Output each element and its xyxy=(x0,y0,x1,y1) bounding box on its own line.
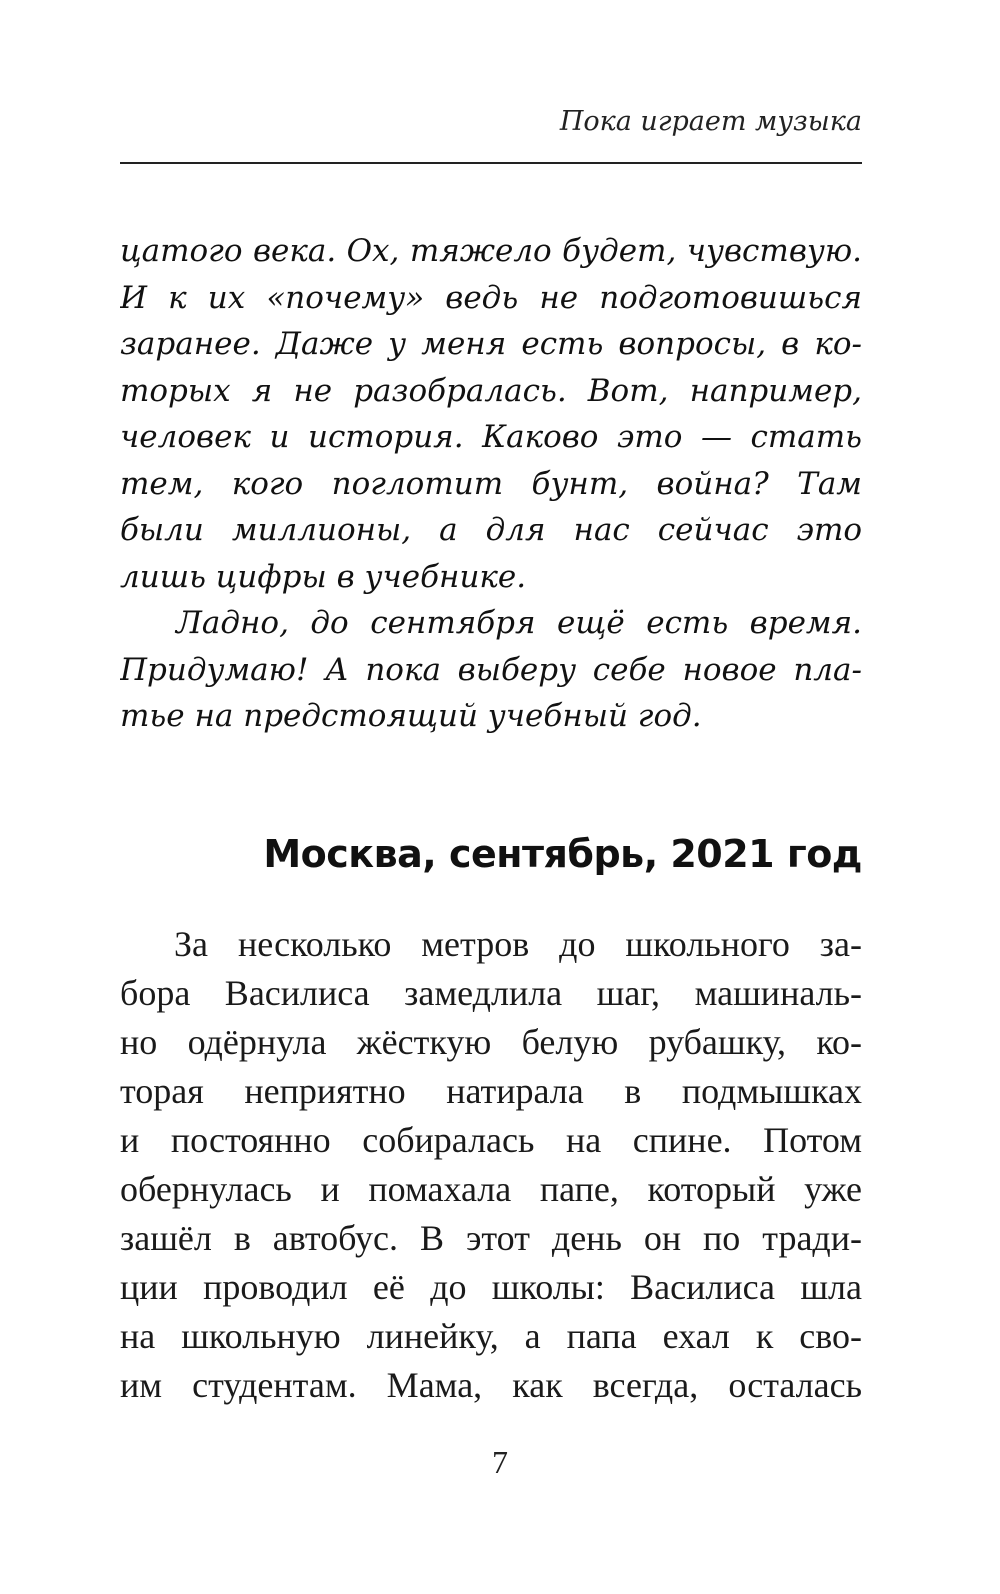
text-line: торая неприятно натирала в подмышках xyxy=(120,1071,862,1111)
text-line: зашёл в автобус. В этот день он по тради- xyxy=(120,1218,862,1258)
body-passage xyxy=(120,920,862,1410)
text-line: бора Василиса замедлила шаг, машиналь- xyxy=(120,973,862,1013)
text-line: им студентам. Мама, как всегда, осталась xyxy=(120,1365,862,1405)
text-line: Придумаю! А пока выберу себе новое пла- xyxy=(120,651,862,688)
italic-passage xyxy=(120,228,862,740)
text-line: ции проводил её до школы: Василиса шла xyxy=(120,1267,862,1307)
text-line: И к их «почему» ведь не подготовишься xyxy=(120,279,862,316)
text-line: тем, кого поглотит бунт, война? Там xyxy=(120,465,862,502)
text-line: Ладно, до сентября ещё есть время. xyxy=(176,605,862,641)
text-line: заранее. Даже у меня есть вопросы, в ко- xyxy=(120,326,862,362)
page-number: 7 xyxy=(492,1444,508,1480)
text-line: но одёрнула жёсткую белую рубашку, ко- xyxy=(120,1022,862,1062)
text-line: были миллионы, а для нас сейчас это xyxy=(120,512,862,548)
section-heading: Москва, сентябрь, 2021 год xyxy=(263,832,862,876)
text-line: и постоянно собиралась на спине. Потом xyxy=(120,1120,862,1160)
text-line: торых я не разобралась. Вот, например, xyxy=(120,372,862,409)
text-line: тье на предстоящий учебный год. xyxy=(120,698,702,734)
header-rule xyxy=(120,162,862,164)
text-line: лишь цифры в учебнике. xyxy=(120,558,527,595)
text-line: человек и история. Каково это — стать xyxy=(120,419,862,455)
text-line: цатого века. Ох, тяжело будет, чувствую. xyxy=(120,233,862,269)
text-line: на школьную линейку, а папа ехал к сво- xyxy=(120,1316,862,1356)
running-head: Пока играет музыка xyxy=(559,106,862,137)
text-line: обернулась и помахала папе, который уже xyxy=(120,1169,862,1209)
text-line: За несколько метров до школьного за- xyxy=(174,924,862,964)
